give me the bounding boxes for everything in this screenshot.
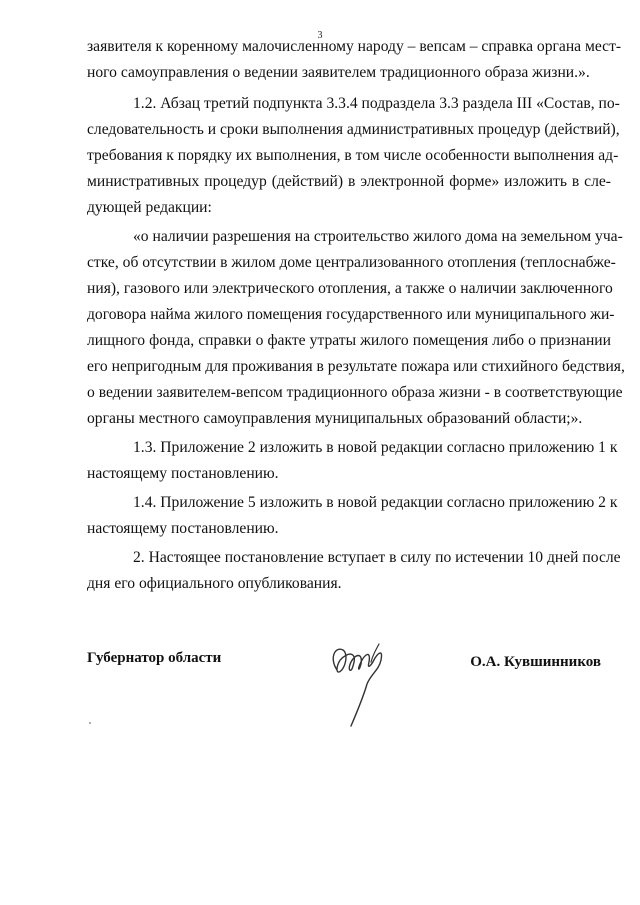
text-line: дня его официального опубликования. bbox=[87, 575, 342, 592]
text-line: договора найма жилого помещения государственного или муниципального жи- bbox=[87, 306, 615, 323]
text-line: о ведении заявителем-вепсом традиционного образа жизни - в соответствующие bbox=[87, 384, 623, 401]
text-line: «о наличии разрешения на строительство жилого дома на земельном уча- bbox=[133, 228, 623, 245]
text-line: органы местного самоуправления муниципальных образований области;». bbox=[87, 410, 583, 427]
page-number: 3 bbox=[317, 30, 323, 41]
text-line: требования к порядку их выполнения, в том числе особенности выполнения ад- bbox=[87, 147, 619, 164]
signature-block bbox=[87, 640, 611, 730]
text-line: ного самоуправления о ведении заявителем традиционного образа жизни.». bbox=[87, 64, 590, 81]
scan-speck bbox=[89, 722, 91, 724]
text-line: 1.3. Приложение 2 изложить в новой редакции согласно приложению 1 к bbox=[133, 439, 618, 456]
text-line: 1.4. Приложение 5 изложить в новой редакции согласно приложению 2 к bbox=[133, 494, 618, 511]
text-line: лищного фонда, справки о факте утраты жилого помещения либо о признании bbox=[87, 332, 611, 349]
signatory-name: О.А. Кувшинников bbox=[470, 654, 601, 670]
text-line: заявителя к коренному малочисленному народу – вепсам – справка органа мест- bbox=[87, 38, 622, 55]
text-line: 1.2. Абзац третий подпункта 3.3.4 подраздела 3.3 раздела III «Состав, по- bbox=[133, 95, 620, 112]
text-line: ния), газового или электрического отопления, а также о наличии заключенного bbox=[87, 280, 613, 297]
text-line: его непригодным для проживания в результате пожара или стихийного бедствия, bbox=[87, 358, 625, 375]
text-line: настоящему постановлению. bbox=[87, 465, 279, 482]
text-line: следовательность и сроки выполнения административных процедур (действий), bbox=[87, 121, 620, 138]
text-line: стке, об отсутствии в жилом доме централизованного отопления (теплоснабже- bbox=[87, 254, 616, 271]
signatory-title: Губернатор области bbox=[87, 650, 222, 666]
handwritten-signature bbox=[327, 640, 397, 730]
text-line: министративных процедур (действий) в электронной форме» изложить в сле- bbox=[87, 173, 611, 190]
text-line: настоящему постановлению. bbox=[87, 520, 279, 537]
text-line: 2. Настоящее постановление вступает в силу по истечении 10 дней после bbox=[133, 549, 621, 566]
text-line: дующей редакции: bbox=[87, 199, 212, 216]
